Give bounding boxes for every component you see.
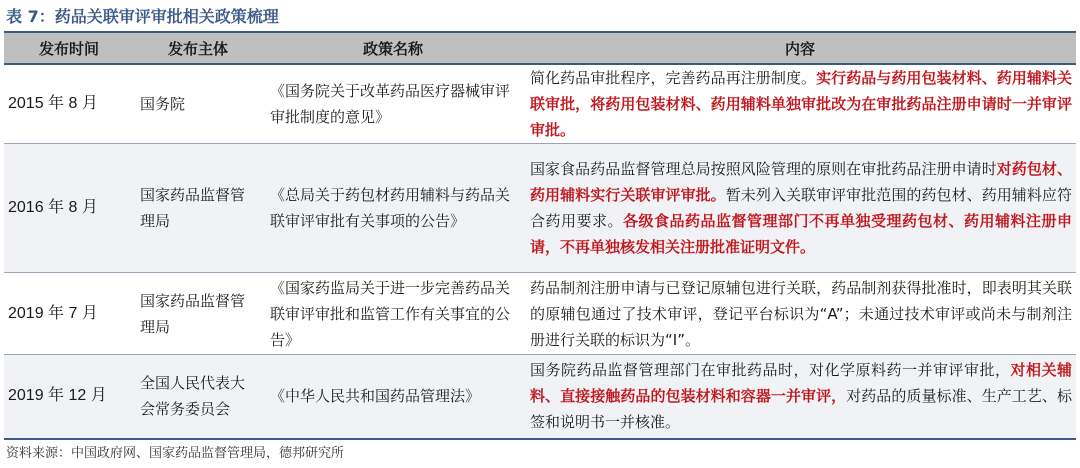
table-row — [4, 355, 1076, 439]
row-date: 2015 年 8 月 — [4, 64, 134, 144]
content-text: 简化药品审批程序，完善药品再注册制度。 — [530, 69, 817, 87]
content-text: 对药品的质量标准、生产工艺、标签和说明书一并核准。 — [530, 387, 1072, 432]
table-row — [4, 144, 1076, 273]
content-text: 国家食品药品监督管理总局按照风险管理的原则在审批药品注册申请时 — [530, 160, 997, 178]
row-issuer: 国家药品监督管理局 — [134, 273, 262, 355]
source-note: 资料来源：中国政府网、国家药品监督管理局，德邦研究所 — [6, 446, 345, 461]
content-text: 暂未列入关联审评审批范围的药包材、药用辅料应符合药用要求。 — [530, 186, 1072, 230]
row-policy: 《国家药监局关于进一步完善药品关联审评审批和监管工作有关事宜的公告》 — [262, 273, 524, 355]
content-emphasis: 对药包材、药用辅料实行关联审评审批。 — [530, 160, 1072, 204]
row-content — [524, 144, 1076, 273]
header-date: 发布时间 — [4, 33, 134, 64]
row-content — [524, 64, 1076, 144]
row-issuer: 国务院 — [134, 64, 262, 144]
content-emphasis: 实行药品与药用包装材料、药用辅料关联审批，将药用包装材料、药用辅料单独审批改为在审批药品注册申请时一并审评审批。 — [530, 69, 1072, 139]
content-text: 药品制剂注册申请与已登记原辅包进行关联，药品制剂获得批准时，即表明其关联的原辅包通过了技术审评，登记平台标识为“A”；未通过技术审评或尚未与制剂注册进行关联的标识为“I”。 — [530, 278, 1072, 349]
header-content: 内容 — [524, 33, 1076, 64]
row-content — [524, 273, 1076, 355]
header-issuer: 发布主体 — [134, 33, 262, 64]
table-title: 表 7：药品关联审评审批相关政策梳理 — [6, 7, 279, 26]
row-date: 2016 年 8 月 — [4, 144, 134, 273]
header-policy: 政策名称 — [262, 33, 524, 64]
content-emphasis: 各级食品药品监督管理部门不再单独受理药包材、药用辅料注册申请，不再单独核发相关注册批准证明文件。 — [530, 212, 1072, 256]
policy-table — [4, 33, 1076, 440]
row-policy: 《国务院关于改革药品医疗器械审评审批制度的意见》 — [262, 64, 524, 144]
content-text: 国务院药品监督管理部门在审批药品时，对化学原料药一并审评审批， — [530, 361, 1011, 380]
table-header — [4, 33, 1076, 64]
row-issuer: 全国人民代表大会常务委员会 — [134, 355, 262, 439]
table-row — [4, 273, 1076, 355]
table-row — [4, 64, 1076, 144]
row-date: 2019 年 12 月 — [4, 355, 134, 439]
row-issuer: 国家药品监督管理局 — [134, 144, 262, 273]
row-date: 2019 年 7 月 — [4, 273, 134, 355]
row-policy: 《总局关于药包材药用辅料与药品关联审评审批有关事项的公告》 — [262, 144, 524, 273]
row-policy: 《中华人民共和国药品管理法》 — [262, 355, 524, 439]
content-emphasis: 对相关辅料、直接接触药品的包装材料和容器一并审评， — [530, 361, 1072, 406]
row-content — [524, 355, 1076, 439]
